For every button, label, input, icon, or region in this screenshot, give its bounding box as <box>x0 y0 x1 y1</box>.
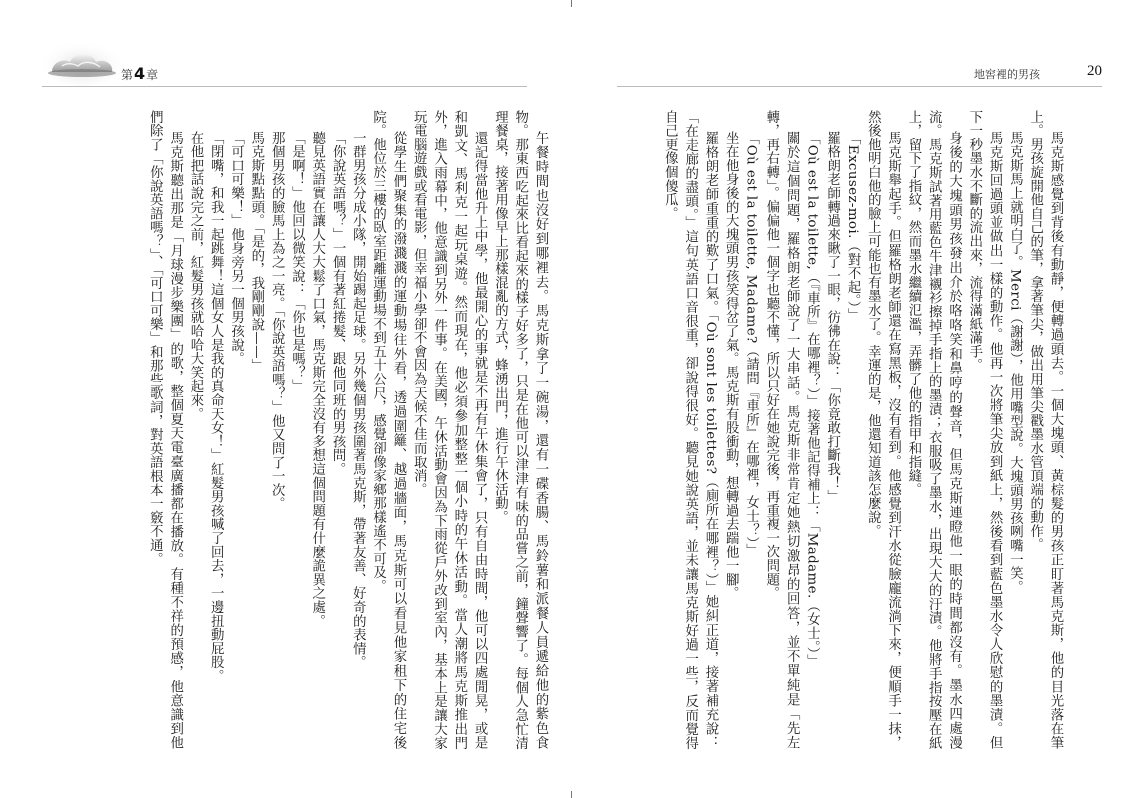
paragraph: 「閉嘴，和我一起跳舞！這個女人是我的真命天女！」紅髮男孩喊了回去，一邊扭動屁股。 <box>208 131 224 684</box>
paragraph: 關於這個問題，羅格朗老師說了一大串話。馬克斯非常肯定她熱切激昂的回答，並不單純是「先左轉，再右轉」。偏偏他一個字也聽不懂，所以只好在她說完後，再重複一次問題。 <box>763 110 800 750</box>
right-page-text <box>640 110 1065 750</box>
paragraph: 「是啊！」他回以微笑說：「你也是嗎？」 <box>289 131 305 394</box>
paragraph: 午餐時間也沒好到哪裡去。馬克斯拿了一碗湯，還有一碟香腸、馬鈴薯和派餐人員遞給他的紫色食物。那東西吃起來比看起來的樣子好多了，只是在他可以津津有味的品嘗之前，鐘聲響了。每個人急忙清理餐桌，接著用像早上那樣混亂的方式，蜂湧出門，進行午休活動。 <box>492 110 548 750</box>
chapter-suffix: 章 <box>146 68 159 82</box>
paragraph: 馬克斯舉起手。但羅格朗老師還在寫黑板，沒有看到。他感覺到汗水從臉龐流淌下來，便順手一抹，然後他明白他的臉上可能也有墨水了。幸運的是，他還知道該怎麼說。 <box>865 110 901 750</box>
paragraph: 一群男孩分成小隊，開始踢起足球。另外幾個男孩圍著馬克斯，帶著友善、好奇的表情。 <box>350 131 366 670</box>
paragraph: 「Où est la toilette,（『車所』在哪裡？）」接著他記得補上：「Madame.（女士。）」 <box>804 131 820 669</box>
left-page-text <box>147 110 550 750</box>
left-header-rule <box>42 86 527 87</box>
page-number: 20 <box>1087 63 1102 79</box>
paragraph: 馬克斯感覺到背後有動靜，便轉過頭去。一個大塊頭、黃棕髮的男孩正盯著馬克斯，他的目光落在筆上。男孩旋開他自己的筆，拿著筆尖，做出用筆尖戳墨水管頂端的動作。 <box>1027 110 1063 750</box>
paragraph: 聽見英語實在讓人大大鬆了口氣，馬克斯完全沒有多想這個問題有什麼詭異之處。 <box>309 131 325 629</box>
chapter-ornament-icon <box>42 36 126 84</box>
chapter-label <box>121 64 158 83</box>
paragraph: 還記得當他升上中學，他最開心的事就是不再有午休集會了，只有自由時間，他可以四處閒晃，或是和凱文、馬利克一起玩桌遊。然而現在，他必須參加整整一個小時的午休活動。當人潮將馬克斯推出門外，進入雨幕中，他意識到另外一件事。在美國，午休活動會因為下雨從戶外改到室內，基本上是讓大家玩電腦遊戲或看電影，但幸福小學卻不會因為天候不佳而取消。 <box>411 110 488 750</box>
paragraph: 從學生們聚集的潑濺濺的運動場往外看，透過圍籬、越過牆面，馬克斯可以看見他家租下的住宅後院。他位於三樓的臥室距離運動場不到五十公尺，感覺卻像家鄉那樣遙不可及。 <box>370 110 406 750</box>
paragraph: 馬克斯點點頭。「是的，我剛剛說——」 <box>248 131 264 374</box>
chapter-prefix: 第 <box>121 68 134 82</box>
right-header-rule <box>617 86 1102 87</box>
paragraph: 羅格朗老師重重的歎了口氣。「Où sont les toilettes?（廁所在哪裡？）」她糾正道，接著補充說：「在走廊的盡頭。」這句英語口音很重，卻說得很好。聽見她說英語，並未讓馬克斯好過一些，反而覺得自己更像個傻瓜。 <box>662 110 718 750</box>
paragraph: 「你說英語嗎？」一個有著紅捲髮、跟他同班的男孩問。 <box>330 131 346 477</box>
gutter-mark-top <box>571 0 572 7</box>
paragraph: 坐在他身後的大塊頭男孩笑得岔了氣。馬克斯有股衝動，想轉過去踹他一腳。 <box>723 131 739 601</box>
paragraph: 「Excusez-moi.（對不起。）」 <box>845 131 861 323</box>
paragraph: 「Où est la toilette, Madame?（請問『車所』在哪裡，女士？）」 <box>743 131 759 559</box>
chapter-number: 4 <box>134 64 146 83</box>
gutter-mark-bottom <box>571 791 572 798</box>
paragraph: 馬克斯回過頭並做出一樣的動作。他再一次將筆尖放到紙上，然後看到藍色墨水令人欣慰的墨漬。但下一秒墨水不斷的流出來，流得滿紙滿手。 <box>966 110 1003 750</box>
paragraph: 在他把話說完之前，紅髮男孩就哈哈大笑起來。 <box>187 131 203 422</box>
paragraph: 羅格朗老師轉過來瞅了一眼，彷彿在說：「你竟敢打斷我！」 <box>824 131 840 505</box>
paragraph: 馬克斯聽出那是「月球漫步樂團」的歌，整個夏天電臺廣播都在播放。有種不祥的預感，他意識到他們除了「你說英語嗎？」、「可口可樂」和那些歌詞，對英語根本一竅不通。 <box>147 110 183 750</box>
paragraph: 身後的大塊頭男孩發出介於咯咯笑和鼻哼的聲音，但馬克斯連瞪他一眼的時間都沒有。墨水四處漫流。馬克斯試著用藍色牛津襯衫擦掉手指上的墨漬；衣服吸了墨水，出現大大的汙漬。他將手指按壓在紙上，留下了指紋，然而墨水繼續氾濫，弄髒了他的指甲和指縫。 <box>905 110 962 750</box>
paragraph: 那個男孩的臉馬上為之一亮。「你說英語嗎？」他又問了一次。 <box>269 131 285 512</box>
running-title: 地窖裡的男孩 <box>974 68 1040 81</box>
paragraph: 馬克斯馬上就明白了。Merci（謝謝），他用嘴型說。大塊頭男孩咧嘴一笑。 <box>1007 131 1023 595</box>
paragraph: 「可口可樂！」他身旁另一個男孩說。 <box>228 131 244 367</box>
